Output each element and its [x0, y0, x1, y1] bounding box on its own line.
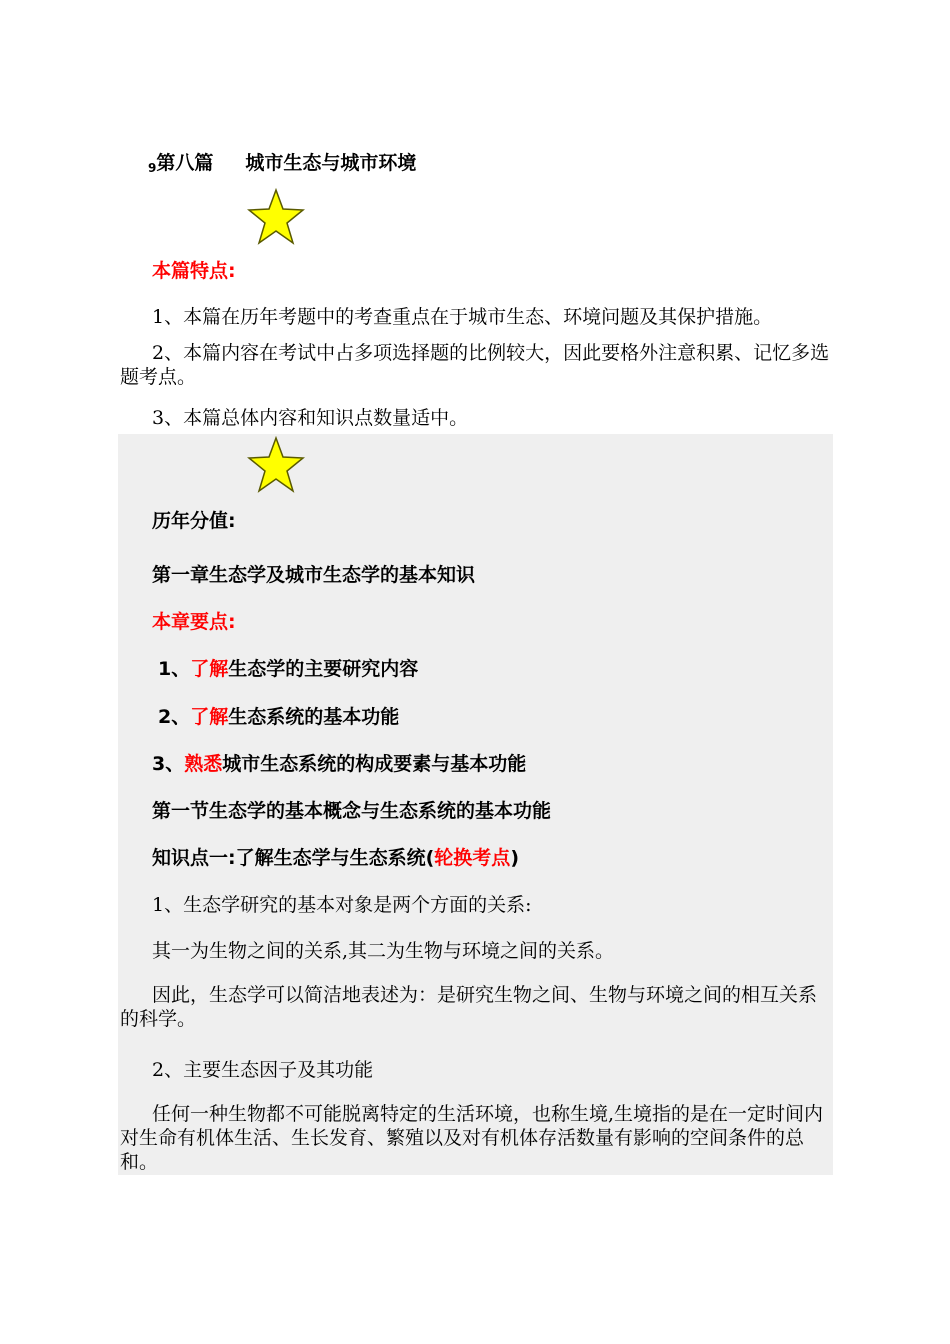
- keypoint-level: 了解: [190, 658, 229, 680]
- feature-item-2: 2、本篇内容在考试中占多项选择题的比例较大，因此要格外注意积累、记忆多选题考点。: [120, 342, 830, 388]
- paragraph-4: 2、主要生态因子及其功能: [152, 1059, 374, 1081]
- paragraph-5: 任何一种生物都不可能脱离特定的生活环境，也称生境,生境指的是在一定时间内对生命有机体生活、生长发育、繁殖以及对有机体存活数量有影响的空间条件的总和。: [120, 1103, 824, 1173]
- chapter1-title: 第一章生态学及城市生态学的基本知识: [152, 564, 476, 586]
- keypoint-3: 3、熟悉城市生态系统的构成要素与基本功能: [152, 753, 527, 775]
- feature-item-1: 1、本篇在历年考题中的考查重点在于城市生态、环境问题及其保护措施。: [152, 306, 773, 328]
- star-icon: [246, 436, 306, 494]
- keypoint-1: 1、了解生态学的主要研究内容: [158, 658, 419, 680]
- feature-item-3: 3、本篇总体内容和知识点数量适中。: [152, 407, 469, 429]
- paragraph-3: 因此，生态学可以简洁地表述为：是研究生物之间、生物与环境之间的相互关系的科学。: [120, 984, 818, 1030]
- features-heading: 本篇特点:: [152, 260, 236, 282]
- keypoints-heading: 本章要点:: [152, 611, 236, 633]
- paragraph-1: 1、生态学研究的基本对象是两个方面的关系:: [152, 894, 532, 916]
- paragraph-2: 其一为生物之间的关系,其二为生物与环境之间的关系。: [152, 940, 615, 962]
- keypoint-2: 2、了解生态系统的基本功能: [158, 706, 400, 728]
- knowledge-point-title: 知识点一:了解生态学与生态系统(轮换考点): [152, 847, 519, 869]
- chapter-header: [148, 148, 416, 175]
- page-title: 城市生态与城市环境: [245, 152, 417, 174]
- section1-title: 第一节生态学的基本概念与生态系统的基本功能: [152, 800, 552, 822]
- keypoint-level: 熟悉: [184, 753, 223, 775]
- chapter-number: 第八篇: [156, 152, 214, 174]
- scores-heading: 历年分值:: [152, 510, 236, 532]
- knowledge-point-highlight: 轮换考点: [434, 847, 511, 869]
- paragraph-marker: 9: [148, 161, 157, 175]
- star-icon: [246, 188, 306, 246]
- keypoint-level: 了解: [190, 706, 229, 728]
